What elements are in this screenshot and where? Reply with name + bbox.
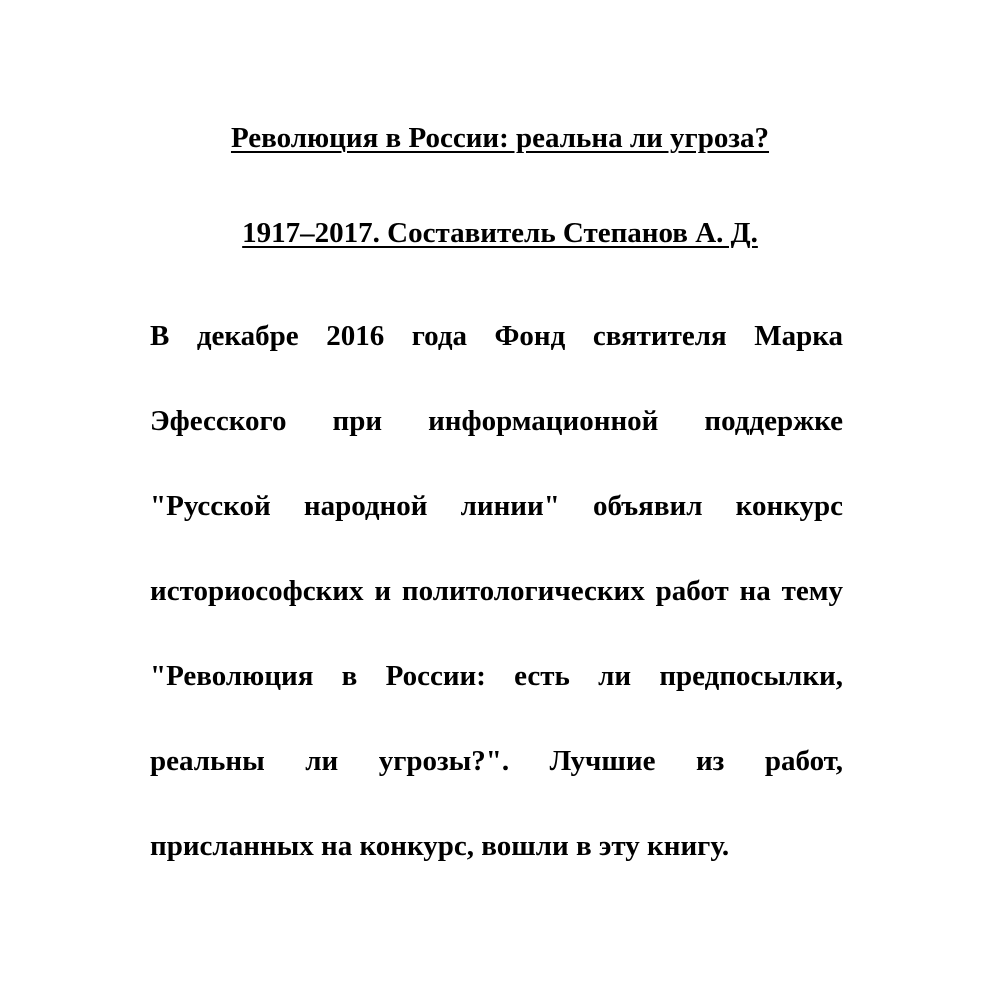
description-line-6: реальны ли угрозы?". Лучшие из работ, — [150, 745, 843, 777]
description-line-5: "Революция в России: есть ли предпосылки, — [150, 660, 843, 692]
description-line-2: Эфесского при информационной поддержке — [150, 405, 843, 437]
description-line-4: историософских и политологических работ на тему — [150, 575, 843, 607]
book-title: Революция в России: реальна ли угроза? — [230, 122, 770, 154]
description-line-7: присланных на конкурс, вошли в эту книгу. — [150, 830, 730, 862]
description-line-3: "Русской народной линии" объявил конкурс — [150, 490, 843, 522]
description-line-1: В декабре 2016 года Фонд святителя Марка — [150, 320, 843, 352]
book-subtitle: 1917–2017. Составитель Степанов А. Д. — [242, 217, 758, 249]
